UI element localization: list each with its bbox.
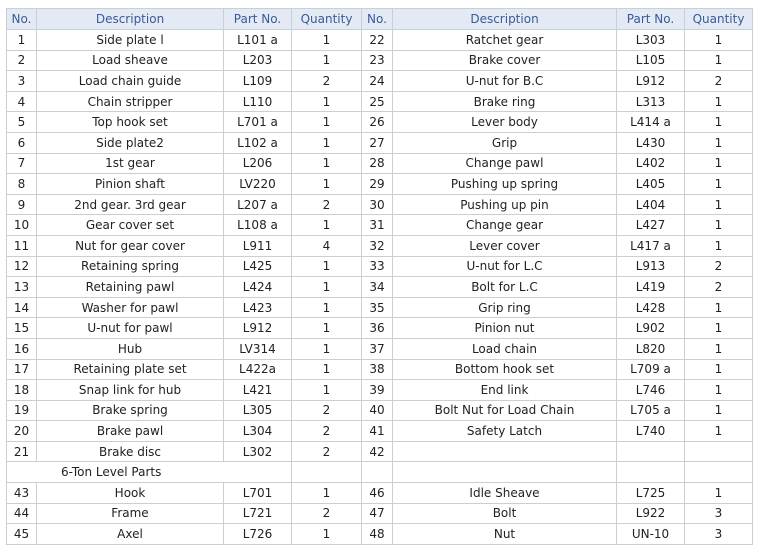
description-header: Description (37, 9, 224, 30)
item-part-number: L405 (617, 174, 685, 195)
item-description: U-nut for pawl (37, 318, 224, 339)
item-quantity: 1 (292, 153, 362, 174)
item-number: 19 (7, 400, 37, 421)
item-quantity: 2 (292, 441, 362, 462)
table-row (7, 503, 753, 524)
empty-cell (393, 462, 617, 483)
table-row (7, 338, 753, 359)
item-description: 2nd gear. 3rd gear (37, 194, 224, 215)
item-quantity: 1 (685, 421, 753, 442)
item-number: 42 (362, 441, 393, 462)
table-row (7, 524, 753, 545)
item-quantity: 1 (292, 50, 362, 71)
item-description: Change gear (393, 215, 617, 236)
header-row (7, 9, 753, 30)
item-description: Change pawl (393, 153, 617, 174)
item-quantity: 1 (292, 524, 362, 545)
item-description: Brake cover (393, 50, 617, 71)
empty-cell (292, 462, 362, 483)
item-quantity: 2 (685, 256, 753, 277)
table-row (7, 50, 753, 71)
item-part-number: UN-10 (617, 524, 685, 545)
item-number: 44 (7, 503, 37, 524)
item-description: Load sheave (37, 50, 224, 71)
item-quantity: 1 (685, 112, 753, 133)
section-row (7, 462, 753, 483)
item-number: 32 (362, 235, 393, 256)
item-description: 1st gear (37, 153, 224, 174)
item-description: Pinion nut (393, 318, 617, 339)
quantity-header: Quantity (292, 9, 362, 30)
item-number: 13 (7, 277, 37, 298)
item-number: 14 (7, 297, 37, 318)
item-quantity: 1 (292, 132, 362, 153)
item-description: Nut for gear cover (37, 235, 224, 256)
item-description: Brake disc (37, 441, 224, 462)
item-quantity: 2 (292, 71, 362, 92)
item-description: Pushing up spring (393, 174, 617, 195)
item-description: Hook (37, 483, 224, 504)
item-quantity: 1 (685, 30, 753, 51)
item-quantity: 1 (685, 400, 753, 421)
table-row (7, 71, 753, 92)
item-description: Gear cover set (37, 215, 224, 236)
item-quantity: 1 (292, 338, 362, 359)
item-part-number: L101 a (224, 30, 292, 51)
item-number: 11 (7, 235, 37, 256)
item-number: 31 (362, 215, 393, 236)
item-description: Lever cover (393, 235, 617, 256)
item-quantity: 2 (292, 400, 362, 421)
section-label: 6-Ton Level Parts (7, 462, 292, 483)
item-description: Axel (37, 524, 224, 545)
item-description: Lever body (393, 112, 617, 133)
item-part-number: L302 (224, 441, 292, 462)
table-row (7, 380, 753, 401)
item-quantity: 3 (685, 503, 753, 524)
item-part-number: L421 (224, 380, 292, 401)
no-header: No. (7, 9, 37, 30)
item-description (393, 441, 617, 462)
item-part-number: L726 (224, 524, 292, 545)
table-body (7, 30, 753, 545)
item-number: 26 (362, 112, 393, 133)
item-part-number: L102 a (224, 132, 292, 153)
item-part-number: LV220 (224, 174, 292, 195)
item-number: 23 (362, 50, 393, 71)
item-number: 1 (7, 30, 37, 51)
item-number: 28 (362, 153, 393, 174)
item-number: 47 (362, 503, 393, 524)
item-part-number: L820 (617, 338, 685, 359)
item-description: Pinion shaft (37, 174, 224, 195)
item-number: 12 (7, 256, 37, 277)
item-description: U-nut for B.C (393, 71, 617, 92)
item-description: Bolt Nut for Load Chain (393, 400, 617, 421)
item-part-number: L402 (617, 153, 685, 174)
item-description: Side plate l (37, 30, 224, 51)
item-quantity: 1 (292, 174, 362, 195)
item-part-number: L304 (224, 421, 292, 442)
item-quantity: 2 (685, 71, 753, 92)
table-row (7, 91, 753, 112)
item-part-number: L423 (224, 297, 292, 318)
item-part-number: LV314 (224, 338, 292, 359)
item-quantity: 1 (685, 132, 753, 153)
empty-cell (362, 462, 393, 483)
item-description: Pushing up pin (393, 194, 617, 215)
item-quantity: 2 (292, 503, 362, 524)
item-number: 2 (7, 50, 37, 71)
table-row (7, 132, 753, 153)
item-number: 48 (362, 524, 393, 545)
item-quantity: 1 (292, 297, 362, 318)
item-part-number: L430 (617, 132, 685, 153)
item-description: Brake ring (393, 91, 617, 112)
item-part-number: L313 (617, 91, 685, 112)
item-number: 38 (362, 359, 393, 380)
item-number: 34 (362, 277, 393, 298)
item-description: Brake spring (37, 400, 224, 421)
table-row (7, 277, 753, 298)
table-row (7, 400, 753, 421)
item-number: 8 (7, 174, 37, 195)
item-description: Bottom hook set (393, 359, 617, 380)
item-number: 30 (362, 194, 393, 215)
item-description: Load chain (393, 338, 617, 359)
item-description: U-nut for L.C (393, 256, 617, 277)
item-quantity: 1 (292, 483, 362, 504)
item-number: 29 (362, 174, 393, 195)
item-part-number: L422a (224, 359, 292, 380)
item-number: 27 (362, 132, 393, 153)
item-quantity: 1 (292, 318, 362, 339)
item-description: Hub (37, 338, 224, 359)
item-quantity: 1 (685, 318, 753, 339)
table-row (7, 215, 753, 236)
item-quantity: 4 (292, 235, 362, 256)
table-row (7, 174, 753, 195)
item-quantity: 1 (292, 380, 362, 401)
item-quantity: 1 (685, 50, 753, 71)
table-row (7, 421, 753, 442)
item-quantity: 1 (292, 91, 362, 112)
item-number: 41 (362, 421, 393, 442)
item-description: Nut (393, 524, 617, 545)
item-number: 39 (362, 380, 393, 401)
item-number: 37 (362, 338, 393, 359)
item-part-number: L912 (224, 318, 292, 339)
empty-cell (685, 462, 753, 483)
item-description: Ratchet gear (393, 30, 617, 51)
item-description: Safety Latch (393, 421, 617, 442)
item-number: 24 (362, 71, 393, 92)
item-part-number: L419 (617, 277, 685, 298)
item-number: 7 (7, 153, 37, 174)
item-part-number: L424 (224, 277, 292, 298)
item-quantity: 1 (685, 235, 753, 256)
empty-cell (617, 462, 685, 483)
table-row (7, 318, 753, 339)
parts-table (6, 8, 753, 545)
item-description: Chain stripper (37, 91, 224, 112)
item-part-number: L701 (224, 483, 292, 504)
item-part-number: L725 (617, 483, 685, 504)
part-no-header: Part No. (617, 9, 685, 30)
table-row (7, 194, 753, 215)
item-number: 15 (7, 318, 37, 339)
item-part-number: L414 a (617, 112, 685, 133)
table-row (7, 256, 753, 277)
item-quantity: 1 (685, 338, 753, 359)
item-number: 10 (7, 215, 37, 236)
item-description: Retaining plate set (37, 359, 224, 380)
item-part-number: L303 (617, 30, 685, 51)
table-row (7, 30, 753, 51)
item-number: 33 (362, 256, 393, 277)
item-part-number: L912 (617, 71, 685, 92)
item-description: Brake pawl (37, 421, 224, 442)
item-quantity: 1 (685, 174, 753, 195)
item-description: Bolt for L.C (393, 277, 617, 298)
item-description: Frame (37, 503, 224, 524)
item-quantity: 1 (685, 297, 753, 318)
item-number: 20 (7, 421, 37, 442)
item-number: 21 (7, 441, 37, 462)
item-quantity: 1 (685, 153, 753, 174)
table-row (7, 483, 753, 504)
part-no-header: Part No. (224, 9, 292, 30)
item-quantity: 1 (292, 112, 362, 133)
item-description: End link (393, 380, 617, 401)
item-number: 5 (7, 112, 37, 133)
item-part-number: L705 a (617, 400, 685, 421)
item-part-number: L701 a (224, 112, 292, 133)
item-quantity: 2 (292, 194, 362, 215)
item-number: 18 (7, 380, 37, 401)
table-row (7, 112, 753, 133)
item-quantity: 1 (685, 215, 753, 236)
item-number: 9 (7, 194, 37, 215)
item-quantity (685, 441, 753, 462)
quantity-header: Quantity (685, 9, 753, 30)
item-part-number: L911 (224, 235, 292, 256)
item-part-number: L427 (617, 215, 685, 236)
item-part-number: L902 (617, 318, 685, 339)
no-header: No. (362, 9, 393, 30)
table-row (7, 359, 753, 380)
item-part-number: L740 (617, 421, 685, 442)
item-number: 25 (362, 91, 393, 112)
item-description: Washer for pawl (37, 297, 224, 318)
item-number: 43 (7, 483, 37, 504)
item-quantity: 1 (292, 277, 362, 298)
description-header: Description (393, 9, 617, 30)
item-part-number: L206 (224, 153, 292, 174)
item-quantity: 1 (292, 30, 362, 51)
item-quantity: 1 (292, 359, 362, 380)
item-description: Retaining pawl (37, 277, 224, 298)
item-description: Bolt (393, 503, 617, 524)
table-row (7, 441, 753, 462)
item-description: Snap link for hub (37, 380, 224, 401)
item-part-number: L305 (224, 400, 292, 421)
item-part-number: L746 (617, 380, 685, 401)
item-quantity: 1 (685, 380, 753, 401)
item-part-number: L709 a (617, 359, 685, 380)
item-part-number: L425 (224, 256, 292, 277)
item-part-number (617, 441, 685, 462)
item-number: 40 (362, 400, 393, 421)
item-part-number: L417 a (617, 235, 685, 256)
table-row (7, 153, 753, 174)
item-part-number: L721 (224, 503, 292, 524)
item-quantity: 1 (292, 215, 362, 236)
item-part-number: L207 a (224, 194, 292, 215)
item-number: 45 (7, 524, 37, 545)
item-description: Side plate2 (37, 132, 224, 153)
item-part-number: L922 (617, 503, 685, 524)
item-part-number: L428 (617, 297, 685, 318)
item-description: Top hook set (37, 112, 224, 133)
item-quantity: 1 (685, 91, 753, 112)
item-quantity: 1 (685, 483, 753, 504)
item-number: 36 (362, 318, 393, 339)
item-quantity: 3 (685, 524, 753, 545)
item-number: 6 (7, 132, 37, 153)
item-number: 35 (362, 297, 393, 318)
item-description: Idle Sheave (393, 483, 617, 504)
item-number: 22 (362, 30, 393, 51)
item-quantity: 1 (685, 359, 753, 380)
item-part-number: L109 (224, 71, 292, 92)
table-row (7, 297, 753, 318)
item-part-number: L404 (617, 194, 685, 215)
item-quantity: 2 (292, 421, 362, 442)
item-part-number: L110 (224, 91, 292, 112)
item-quantity: 1 (292, 256, 362, 277)
table-row (7, 235, 753, 256)
item-description: Load chain guide (37, 71, 224, 92)
item-number: 4 (7, 91, 37, 112)
item-number: 46 (362, 483, 393, 504)
item-quantity: 2 (685, 277, 753, 298)
item-part-number: L913 (617, 256, 685, 277)
item-description: Grip (393, 132, 617, 153)
item-quantity: 1 (685, 194, 753, 215)
item-description: Grip ring (393, 297, 617, 318)
item-description: Retaining spring (37, 256, 224, 277)
item-number: 16 (7, 338, 37, 359)
item-part-number: L105 (617, 50, 685, 71)
item-part-number: L108 a (224, 215, 292, 236)
item-part-number: L203 (224, 50, 292, 71)
item-number: 3 (7, 71, 37, 92)
item-number: 17 (7, 359, 37, 380)
